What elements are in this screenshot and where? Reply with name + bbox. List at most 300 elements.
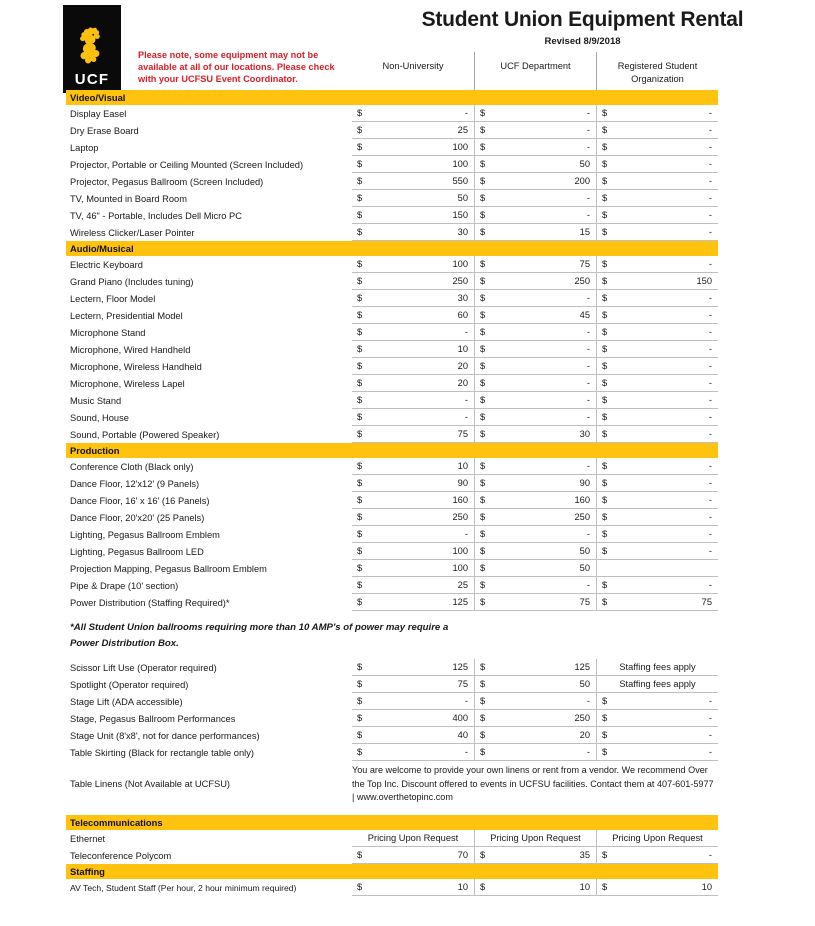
currency-symbol: $ xyxy=(357,412,363,422)
currency-symbol: $ xyxy=(480,125,486,135)
price-value: - xyxy=(586,361,590,371)
price-value: 30 xyxy=(457,227,468,237)
price-value: 50 xyxy=(457,193,468,203)
currency-symbol: $ xyxy=(602,344,608,354)
price-cell xyxy=(352,173,474,190)
price-value: 100 xyxy=(452,546,468,556)
cell-text: Pricing Upon Request xyxy=(612,833,703,843)
price-cell xyxy=(596,409,718,426)
row-label: Pipe & Drape (10' section) xyxy=(70,580,179,591)
row-label: Projection Mapping, Pegasus Ballroom Emblem xyxy=(70,563,267,574)
currency-symbol: $ xyxy=(602,429,608,439)
price-value: - xyxy=(708,361,712,371)
table-row xyxy=(66,256,718,273)
currency-symbol: $ xyxy=(357,563,363,573)
price-value: 125 xyxy=(574,662,590,672)
currency-symbol: $ xyxy=(602,108,608,118)
currency-symbol: $ xyxy=(480,679,486,689)
staffing-fees-cell xyxy=(596,659,718,676)
price-cell xyxy=(474,577,596,594)
row-label: TV, Mounted in Board Room xyxy=(70,193,187,204)
pricing-upon-request-cell xyxy=(352,830,474,847)
price-cell xyxy=(352,727,474,744)
currency-symbol: $ xyxy=(357,293,363,303)
currency-symbol: $ xyxy=(480,563,486,573)
currency-symbol: $ xyxy=(480,210,486,220)
section-header-production: Production xyxy=(66,443,718,458)
price-value: - xyxy=(708,210,712,220)
row-label: Stage Lift (ADA accessible) xyxy=(70,696,183,707)
currency-symbol: $ xyxy=(480,227,486,237)
price-value: - xyxy=(586,293,590,303)
table-row xyxy=(66,594,718,611)
table-row xyxy=(66,659,718,676)
price-value: - xyxy=(586,696,590,706)
row-label: Stage, Pegasus Ballroom Performances xyxy=(70,713,236,724)
price-cell xyxy=(352,358,474,375)
price-value: - xyxy=(708,730,712,740)
price-value: - xyxy=(586,580,590,590)
price-value: 200 xyxy=(574,176,590,186)
table-row xyxy=(66,409,718,426)
row-label: Table Linens (Not Available at UCFSU) xyxy=(70,779,231,789)
price-value: 100 xyxy=(452,159,468,169)
row-label: Teleconference Polycom xyxy=(70,850,172,861)
currency-symbol: $ xyxy=(480,259,486,269)
table-row xyxy=(66,375,718,392)
currency-symbol: $ xyxy=(602,293,608,303)
section-header-audio-musical: Audio/Musical xyxy=(66,241,718,256)
price-cell xyxy=(596,594,718,611)
table-row xyxy=(66,156,718,173)
currency-symbol: $ xyxy=(357,461,363,471)
price-value: - xyxy=(586,747,590,757)
currency-symbol: $ xyxy=(357,327,363,337)
price-cell xyxy=(474,190,596,207)
currency-symbol: $ xyxy=(357,546,363,556)
price-value: 75 xyxy=(579,597,590,607)
price-value: 50 xyxy=(579,546,590,556)
price-value: - xyxy=(586,461,590,471)
currency-symbol: $ xyxy=(480,344,486,354)
price-cell xyxy=(352,307,474,324)
price-cell xyxy=(474,375,596,392)
row-label: Microphone Stand xyxy=(70,327,146,338)
currency-symbol: $ xyxy=(480,461,486,471)
currency-symbol: $ xyxy=(357,361,363,371)
price-cell xyxy=(596,426,718,443)
table-row xyxy=(66,830,718,847)
currency-symbol: $ xyxy=(602,378,608,388)
price-cell xyxy=(352,659,474,676)
table-row xyxy=(66,207,718,224)
currency-symbol: $ xyxy=(357,125,363,135)
price-value: - xyxy=(708,512,712,522)
currency-symbol: $ xyxy=(480,730,486,740)
pricing-upon-request-cell xyxy=(596,830,718,847)
currency-symbol: $ xyxy=(480,108,486,118)
price-cell xyxy=(596,509,718,526)
currency-symbol: $ xyxy=(357,344,363,354)
staffing-fees-cell xyxy=(596,676,718,693)
table-row xyxy=(66,744,718,761)
currency-symbol: $ xyxy=(602,529,608,539)
price-cell xyxy=(474,156,596,173)
price-value: - xyxy=(586,108,590,118)
price-value: 75 xyxy=(579,259,590,269)
price-cell xyxy=(596,139,718,156)
price-cell xyxy=(474,224,596,241)
price-value: - xyxy=(464,327,468,337)
price-cell xyxy=(352,710,474,727)
page-title: Student Union Equipment Rental xyxy=(421,8,744,31)
price-value: 70 xyxy=(457,850,468,860)
table-row xyxy=(66,577,718,594)
price-value: 25 xyxy=(457,580,468,590)
price-value: 150 xyxy=(696,276,712,286)
price-cell xyxy=(596,224,718,241)
price-cell xyxy=(474,526,596,543)
table-row xyxy=(66,879,718,896)
price-value: - xyxy=(708,344,712,354)
price-cell xyxy=(352,139,474,156)
table-row xyxy=(66,847,718,864)
price-value: 60 xyxy=(457,310,468,320)
table-row xyxy=(66,710,718,727)
price-value: - xyxy=(708,378,712,388)
price-value: 125 xyxy=(452,597,468,607)
currency-symbol: $ xyxy=(357,747,363,757)
price-cell xyxy=(474,392,596,409)
price-value: 250 xyxy=(452,276,468,286)
price-value: - xyxy=(464,529,468,539)
cell-text: Staffing fees apply xyxy=(619,679,696,689)
price-cell xyxy=(352,341,474,358)
price-value: - xyxy=(464,412,468,422)
currency-symbol: $ xyxy=(602,276,608,286)
currency-symbol: $ xyxy=(480,176,486,186)
currency-symbol: $ xyxy=(357,176,363,186)
availability-notice: Please note, some equipment may not be available at all of our locations. Please check with your UCFSU Event Coordinator. xyxy=(138,50,335,85)
currency-symbol: $ xyxy=(480,850,486,860)
price-value: 30 xyxy=(579,429,590,439)
column-header-non-university: Non-University xyxy=(382,61,444,71)
price-cell xyxy=(596,492,718,509)
spacer xyxy=(66,807,718,815)
price-value: 75 xyxy=(701,597,712,607)
currency-symbol: $ xyxy=(602,193,608,203)
row-label: Lectern, Presidential Model xyxy=(70,310,183,321)
page-header xyxy=(0,0,815,90)
price-cell xyxy=(596,256,718,273)
price-value: 90 xyxy=(457,478,468,488)
currency-symbol: $ xyxy=(602,395,608,405)
price-cell xyxy=(474,879,596,896)
currency-symbol: $ xyxy=(602,176,608,186)
currency-symbol: $ xyxy=(480,495,486,505)
price-cell xyxy=(474,458,596,475)
price-cell xyxy=(352,190,474,207)
row-label: Music Stand xyxy=(70,395,122,406)
row-label: Ethernet xyxy=(70,833,106,844)
price-value: 25 xyxy=(457,125,468,135)
table-row xyxy=(66,358,718,375)
price-cell xyxy=(474,409,596,426)
currency-symbol: $ xyxy=(480,193,486,203)
price-cell xyxy=(352,426,474,443)
price-value: - xyxy=(708,529,712,539)
price-value: - xyxy=(708,108,712,118)
currency-symbol: $ xyxy=(602,713,608,723)
price-value: - xyxy=(708,495,712,505)
price-cell xyxy=(474,727,596,744)
row-label: Dance Floor, 16' x 16' (16 Panels) xyxy=(70,495,210,506)
price-value: - xyxy=(464,747,468,757)
currency-symbol: $ xyxy=(357,679,363,689)
price-cell xyxy=(596,475,718,492)
price-value: - xyxy=(708,193,712,203)
pegasus-icon xyxy=(75,25,109,69)
currency-symbol: $ xyxy=(480,142,486,152)
price-value: 100 xyxy=(452,563,468,573)
price-value: - xyxy=(586,327,590,337)
table-row xyxy=(66,224,718,241)
currency-symbol: $ xyxy=(602,125,608,135)
row-label: Laptop xyxy=(70,142,99,153)
price-value: - xyxy=(708,696,712,706)
price-cell xyxy=(474,710,596,727)
table-row xyxy=(66,426,718,443)
price-value: - xyxy=(708,259,712,269)
table-row xyxy=(66,190,718,207)
section-header-video-visual: Video/Visual xyxy=(66,90,718,105)
price-cell xyxy=(474,676,596,693)
price-cell xyxy=(596,727,718,744)
price-value: 20 xyxy=(457,378,468,388)
currency-symbol: $ xyxy=(602,259,608,269)
table-linens-note: You are welcome to provide your own linens or rent from a vendor. We recommend Over the Top Inc. Discount offered to events in UCFSU facilities. Contact them at 407-601-5977 | www.overthetopinc.com xyxy=(352,765,714,802)
section-header-staffing: Staffing xyxy=(66,864,718,879)
price-value: - xyxy=(708,227,712,237)
table-row xyxy=(66,173,718,190)
column-header-registered-student-organization: Registered Student Organization xyxy=(596,52,718,90)
price-cell xyxy=(474,358,596,375)
currency-symbol: $ xyxy=(480,882,486,892)
price-cell xyxy=(352,744,474,761)
currency-symbol: $ xyxy=(602,461,608,471)
price-cell xyxy=(352,475,474,492)
price-value: 75 xyxy=(457,429,468,439)
price-value: 40 xyxy=(457,730,468,740)
table-row xyxy=(66,324,718,341)
row-label: Microphone, Wired Handheld xyxy=(70,344,191,355)
currency-symbol: $ xyxy=(602,597,608,607)
price-value: 250 xyxy=(574,713,590,723)
price-cell xyxy=(352,324,474,341)
currency-symbol: $ xyxy=(357,210,363,220)
row-label: Microphone, Wireless Lapel xyxy=(70,378,185,389)
price-value: 30 xyxy=(457,293,468,303)
price-value: - xyxy=(586,193,590,203)
cell-text: Staffing fees apply xyxy=(619,662,696,672)
currency-symbol: $ xyxy=(602,412,608,422)
price-cell xyxy=(596,358,718,375)
currency-symbol: $ xyxy=(480,512,486,522)
price-cell xyxy=(474,105,596,122)
price-cell xyxy=(352,409,474,426)
currency-symbol: $ xyxy=(602,495,608,505)
table-row xyxy=(66,693,718,710)
currency-symbol: $ xyxy=(480,395,486,405)
row-label: Stage Unit (8'x8', not for dance performances) xyxy=(70,730,260,741)
currency-symbol: $ xyxy=(357,310,363,320)
price-value: 150 xyxy=(452,210,468,220)
price-cell xyxy=(596,190,718,207)
price-value: 125 xyxy=(452,662,468,672)
currency-symbol: $ xyxy=(480,293,486,303)
currency-symbol: $ xyxy=(480,361,486,371)
currency-symbol: $ xyxy=(602,361,608,371)
row-label: Wireless Clicker/Laser Pointer xyxy=(70,227,195,238)
currency-symbol: $ xyxy=(357,395,363,405)
price-cell xyxy=(596,526,718,543)
price-cell xyxy=(474,744,596,761)
price-cell xyxy=(596,290,718,307)
price-cell xyxy=(596,560,718,577)
price-cell xyxy=(596,156,718,173)
price-cell xyxy=(596,710,718,727)
price-cell xyxy=(474,256,596,273)
price-value: - xyxy=(586,344,590,354)
row-label: Display Easel xyxy=(70,108,127,119)
price-cell xyxy=(474,290,596,307)
price-value: 250 xyxy=(574,276,590,286)
price-cell xyxy=(352,256,474,273)
price-cell xyxy=(474,273,596,290)
currency-symbol: $ xyxy=(480,597,486,607)
price-value: 250 xyxy=(574,512,590,522)
price-cell xyxy=(596,307,718,324)
price-value: 100 xyxy=(452,259,468,269)
table-row xyxy=(66,543,718,560)
row-label: Scissor Lift Use (Operator required) xyxy=(70,662,217,673)
price-value: - xyxy=(708,546,712,556)
pricing-upon-request-cell xyxy=(474,830,596,847)
price-value: 10 xyxy=(457,461,468,471)
price-cell xyxy=(596,693,718,710)
price-value: 20 xyxy=(457,361,468,371)
currency-symbol: $ xyxy=(357,597,363,607)
price-cell xyxy=(352,847,474,864)
price-cell xyxy=(474,509,596,526)
table-row xyxy=(66,727,718,744)
power-distribution-footnote: *All Student Union ballrooms requiring more than 10 AMP's of power may require a Power Distribution Box. xyxy=(70,622,449,649)
price-value: 10 xyxy=(457,344,468,354)
price-cell xyxy=(596,392,718,409)
price-cell xyxy=(474,139,596,156)
table-row xyxy=(66,307,718,324)
currency-symbol: $ xyxy=(357,108,363,118)
price-cell xyxy=(352,122,474,139)
currency-symbol: $ xyxy=(480,696,486,706)
price-value: - xyxy=(708,176,712,186)
currency-symbol: $ xyxy=(480,580,486,590)
price-cell xyxy=(352,693,474,710)
price-cell xyxy=(474,543,596,560)
price-cell xyxy=(352,676,474,693)
currency-symbol: $ xyxy=(480,429,486,439)
price-value: 90 xyxy=(579,478,590,488)
currency-symbol: $ xyxy=(480,159,486,169)
table-row xyxy=(66,492,718,509)
table-row xyxy=(66,509,718,526)
price-value: 250 xyxy=(452,512,468,522)
price-cell xyxy=(352,543,474,560)
row-label: Spotlight (Operator required) xyxy=(70,679,189,690)
row-label: Dry Erase Board xyxy=(70,125,139,136)
currency-symbol: $ xyxy=(602,512,608,522)
price-cell xyxy=(474,475,596,492)
price-value: 50 xyxy=(579,563,590,573)
rental-price-table xyxy=(66,90,718,896)
price-value: - xyxy=(708,747,712,757)
currency-symbol: $ xyxy=(480,412,486,422)
price-value: - xyxy=(586,210,590,220)
price-cell xyxy=(352,375,474,392)
price-value: - xyxy=(708,461,712,471)
price-value: 10 xyxy=(579,882,590,892)
table-row xyxy=(66,475,718,492)
currency-symbol: $ xyxy=(602,327,608,337)
price-cell xyxy=(596,173,718,190)
table-row xyxy=(66,139,718,156)
price-cell xyxy=(596,122,718,139)
currency-symbol: $ xyxy=(357,142,363,152)
ucf-logo xyxy=(63,5,121,93)
price-value: 10 xyxy=(457,882,468,892)
price-cell xyxy=(474,173,596,190)
row-label: Table Skirting (Black for rectangle table only) xyxy=(70,747,254,758)
price-value: 45 xyxy=(579,310,590,320)
price-cell xyxy=(474,693,596,710)
price-value: - xyxy=(708,293,712,303)
price-value: - xyxy=(708,142,712,152)
row-label: AV Tech, Student Staff (Per hour, 2 hour minimum required) xyxy=(70,882,297,893)
price-value: - xyxy=(708,580,712,590)
price-cell xyxy=(474,122,596,139)
row-label: Projector, Pegasus Ballroom (Screen Included) xyxy=(70,176,264,187)
column-headers xyxy=(352,52,718,90)
currency-symbol: $ xyxy=(602,730,608,740)
row-label: Dance Floor, 12'x12' (9 Panels) xyxy=(70,478,200,489)
currency-symbol: $ xyxy=(602,310,608,320)
price-cell xyxy=(352,509,474,526)
price-cell xyxy=(474,426,596,443)
column-header-ucf-department: UCF Department xyxy=(474,52,596,90)
price-value: 100 xyxy=(452,142,468,152)
price-value: 15 xyxy=(579,227,590,237)
row-label: Power Distribution (Staffing Required)* xyxy=(70,597,230,608)
price-cell xyxy=(596,375,718,392)
currency-symbol: $ xyxy=(357,478,363,488)
table-row xyxy=(66,458,718,475)
price-cell xyxy=(352,492,474,509)
price-cell xyxy=(474,207,596,224)
price-cell xyxy=(596,105,718,122)
table-row xyxy=(66,676,718,693)
table-linens-row xyxy=(66,761,718,807)
price-value: - xyxy=(464,696,468,706)
